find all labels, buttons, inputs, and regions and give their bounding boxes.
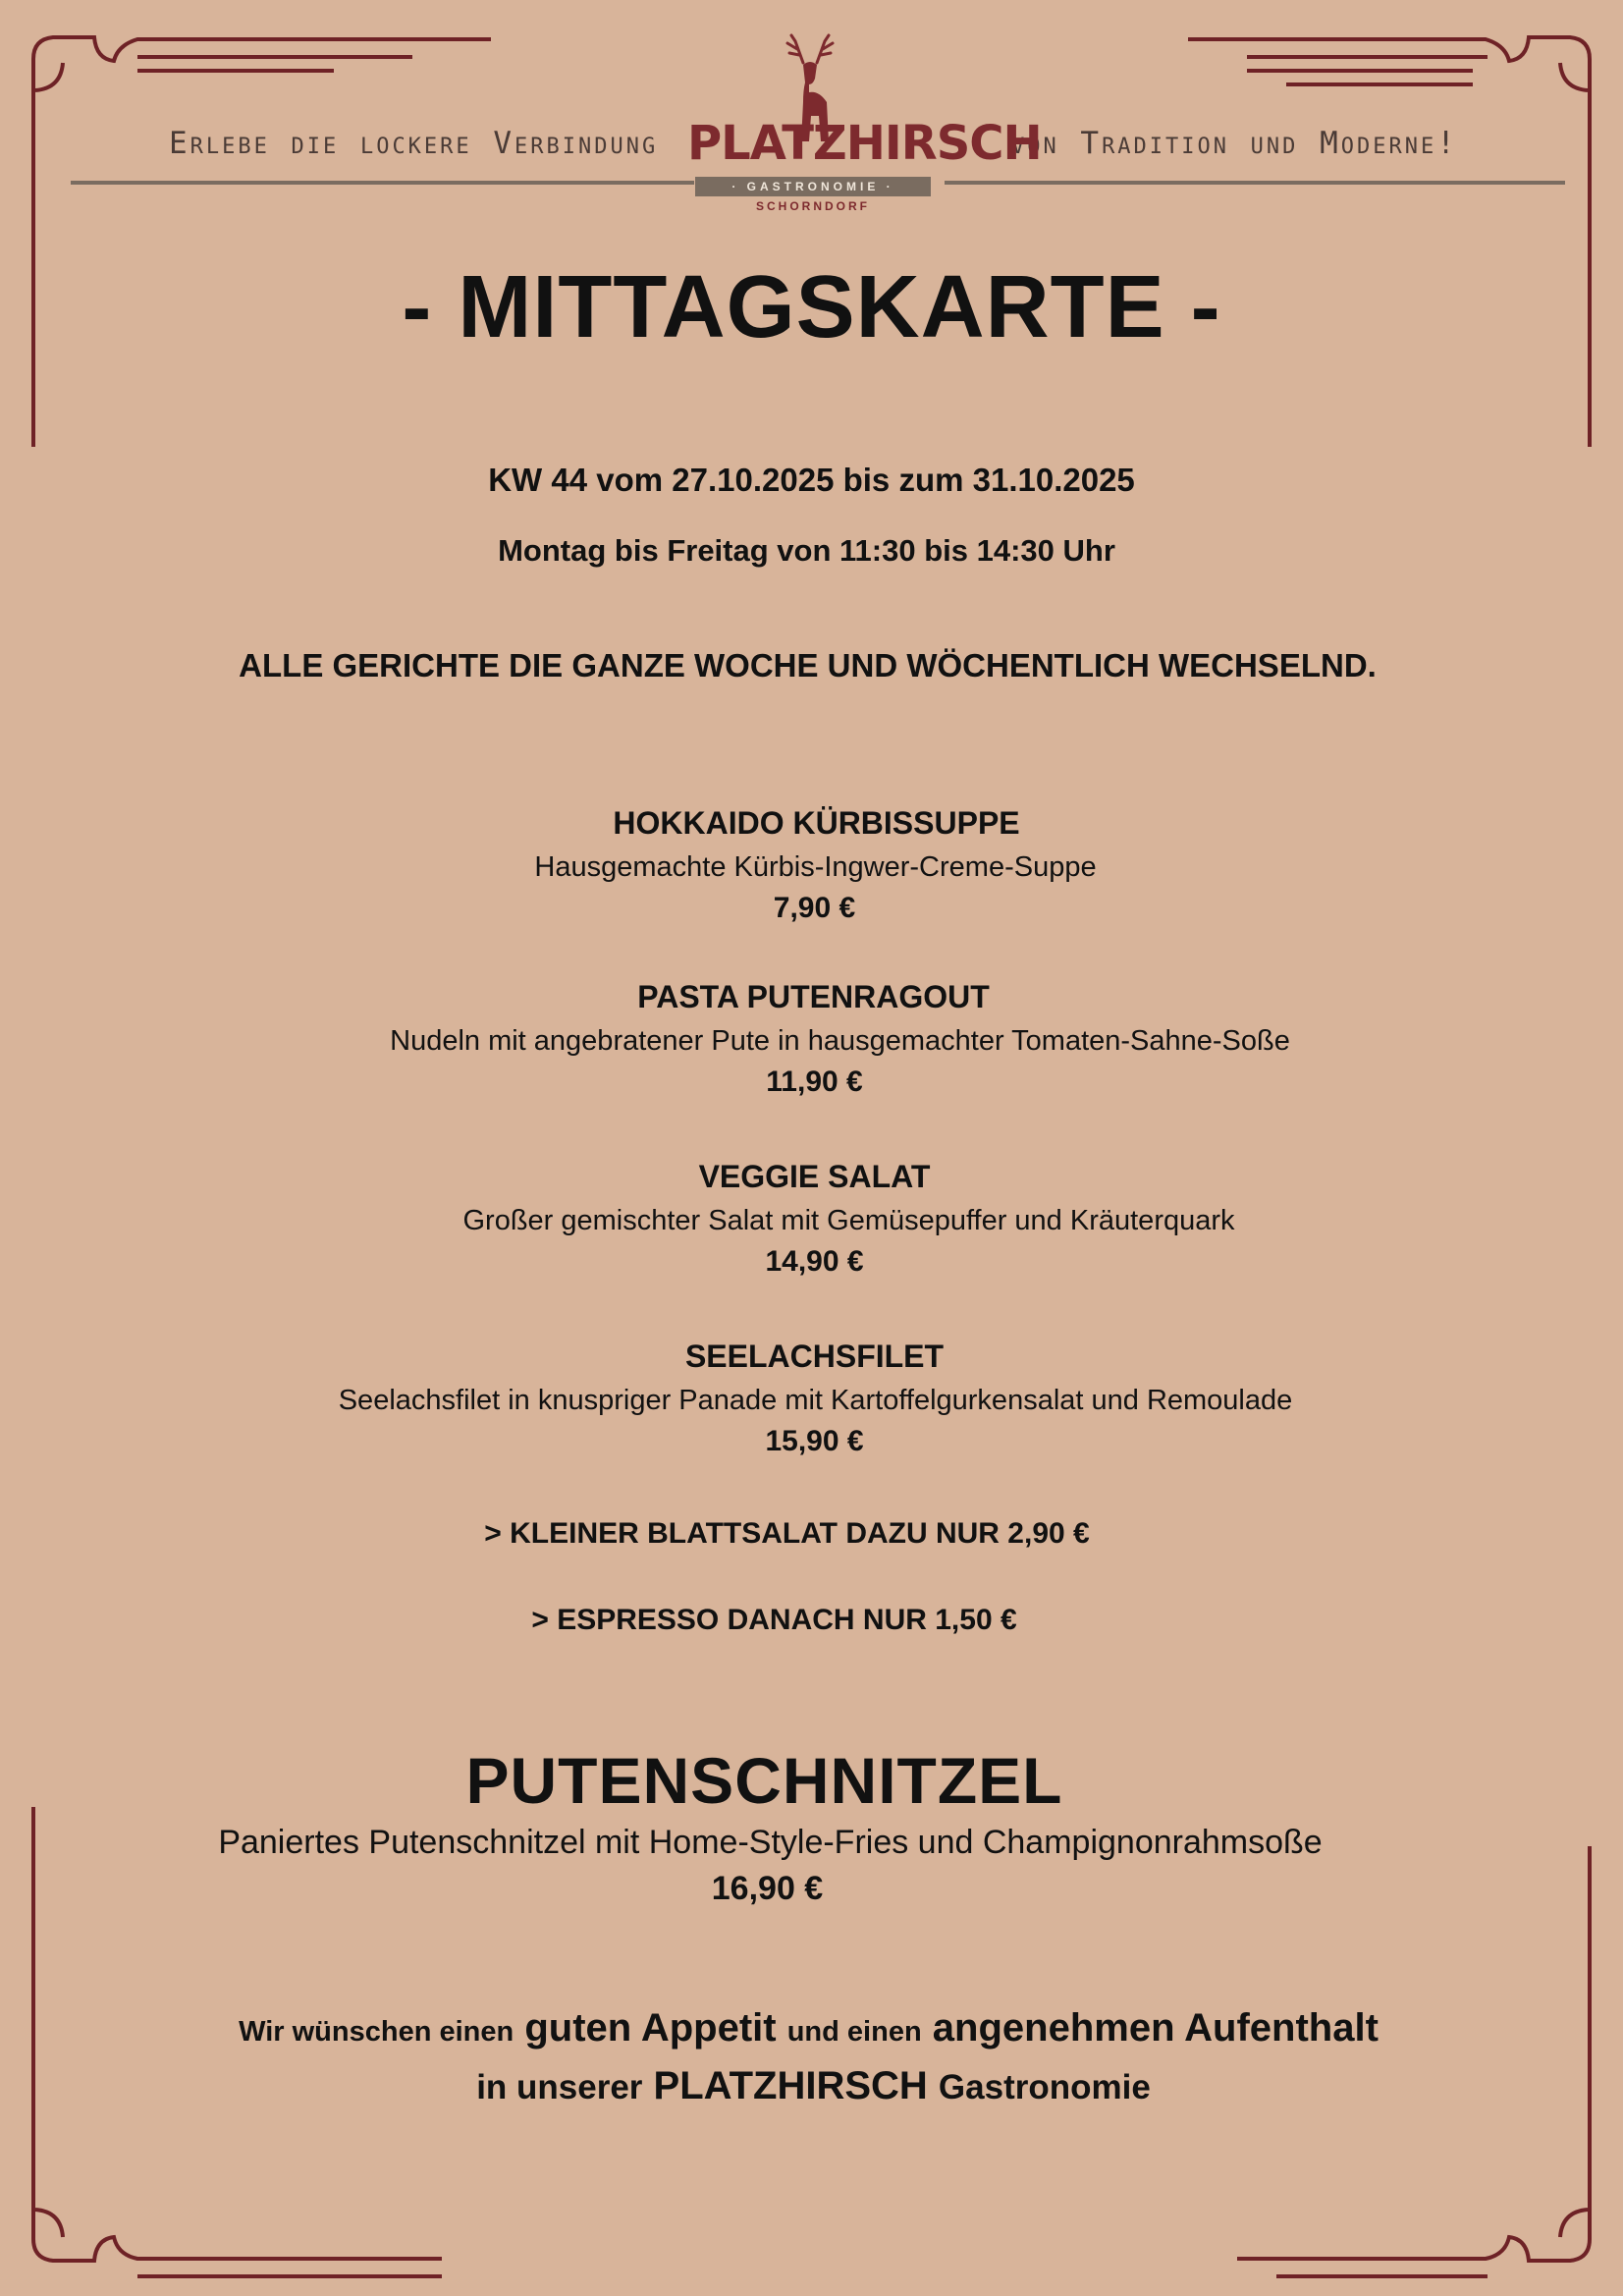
closing-text: Wir wünschen einen bbox=[239, 2016, 514, 2048]
closing-text: Gastronomie bbox=[938, 2068, 1151, 2106]
header-rule-right bbox=[945, 181, 1565, 185]
closing-line-1 bbox=[0, 2006, 1620, 2050]
page-title: - MITTAGSKARTE - bbox=[402, 258, 1221, 356]
dish-name: PASTA PUTENRAGOUT bbox=[637, 979, 990, 1014]
logo-wordmark: PLATZHIRSCH bbox=[687, 116, 1042, 171]
logo-subtitle: · GASTRONOMIE · bbox=[695, 177, 931, 196]
dish-name: SEELACHSFILET bbox=[684, 1339, 945, 1374]
closing-highlight: angenehmen Aufenthalt bbox=[932, 2006, 1379, 2050]
tagline-right: von Tradition und Moderne! bbox=[1011, 126, 1458, 161]
dish-desc: Hausgemachte Kürbis-Ingwer-Creme-Suppe bbox=[534, 851, 1097, 883]
extra-salad: > KLEINER BLATTSALAT DAZU NUR 2,90 € bbox=[484, 1517, 1090, 1550]
closing-text: in unserer bbox=[476, 2068, 643, 2106]
opening-hours: Montag bis Freitag von 11:30 bis 14:30 Uhr bbox=[498, 533, 1115, 568]
logo-city: SCHORNDORF bbox=[756, 199, 870, 213]
closing-highlight: PLATZHIRSCH bbox=[653, 2064, 928, 2107]
closing-highlight: guten Appetit bbox=[524, 2006, 777, 2050]
dish-price: 11,90 € bbox=[766, 1066, 863, 1098]
week-range: KW 44 vom 27.10.2025 bis zum 31.10.2025 bbox=[488, 462, 1135, 498]
tagline-left: Erlebe die lockere Verbindung bbox=[169, 126, 659, 161]
dish-price: 14,90 € bbox=[765, 1245, 864, 1278]
dish-desc: Großer gemischter Salat mit Gemüsepuffer und Kräuterquark bbox=[462, 1205, 1235, 1236]
special-dish-desc: Paniertes Putenschnitzel mit Home-Style-Fries und Champignonrahmsoße bbox=[218, 1824, 1323, 1861]
weekly-notice: ALLE GERICHTE DIE GANZE WOCHE UND WÖCHENTLICH WECHSELND. bbox=[239, 647, 1377, 683]
dish-name: HOKKAIDO KÜRBISSUPPE bbox=[613, 805, 1020, 841]
header-rule-left bbox=[71, 181, 694, 185]
dish-desc: Seelachsfilet in knuspriger Panade mit Kartoffelgurkensalat und Remoulade bbox=[338, 1385, 1293, 1416]
closing-text: und einen bbox=[786, 2016, 922, 2048]
extra-espresso: > ESPRESSO DANACH NUR 1,50 € bbox=[531, 1604, 1017, 1636]
dish-price: 15,90 € bbox=[765, 1425, 864, 1457]
special-dish-name: PUTENSCHNITZEL bbox=[465, 1744, 1063, 1817]
closing-line-2 bbox=[2, 2064, 1623, 2108]
dish-name: VEGGIE SALAT bbox=[698, 1159, 931, 1194]
special-dish-price: 16,90 € bbox=[711, 1870, 824, 1907]
dish-price: 7,90 € bbox=[773, 892, 856, 924]
dish-desc: Nudeln mit angebratener Pute in hausgemachter Tomaten-Sahne-Soße bbox=[390, 1025, 1290, 1057]
